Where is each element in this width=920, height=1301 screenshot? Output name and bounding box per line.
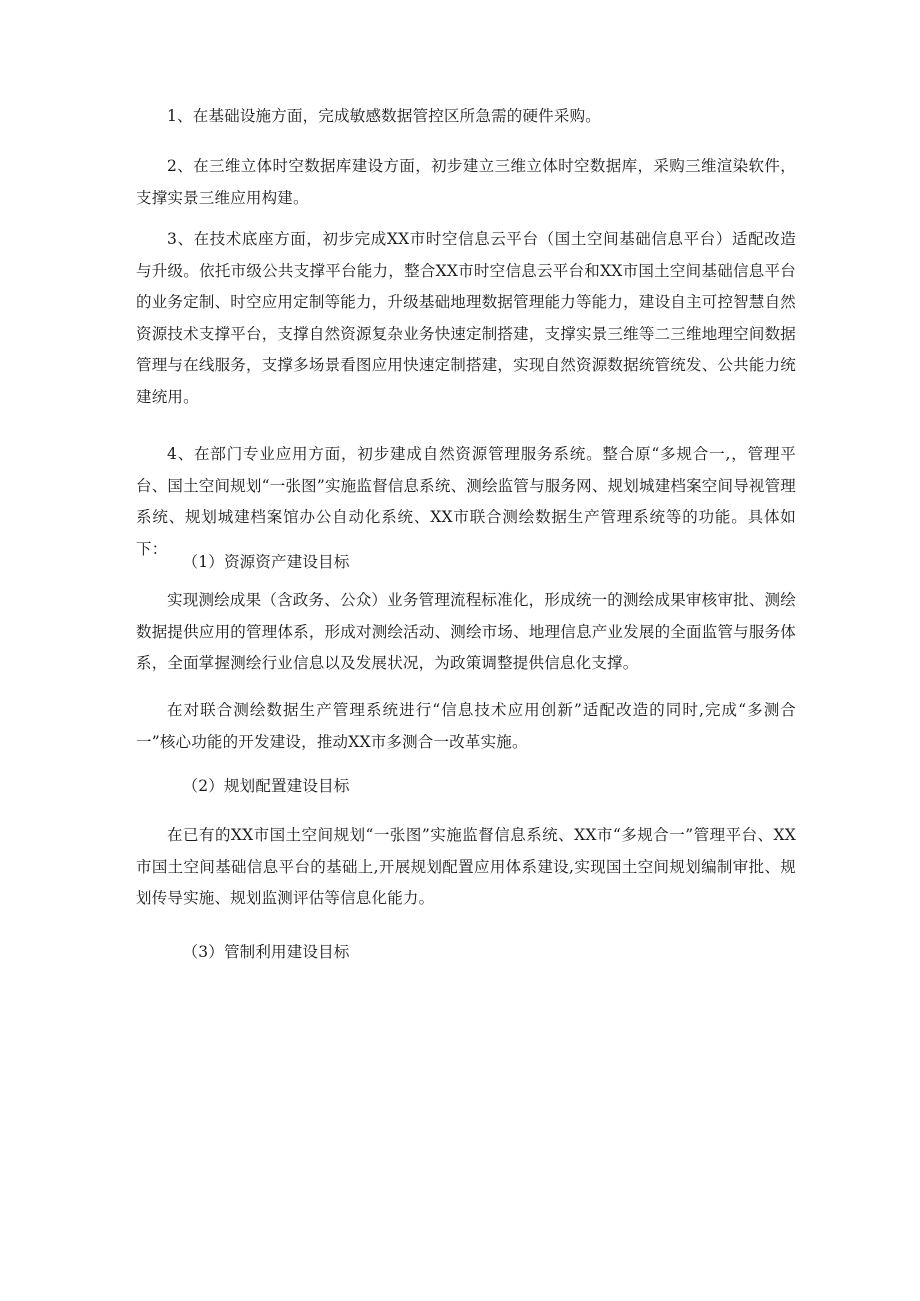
- paragraph-surveying-standardization: 实现测绘成果（含政务、公众）业务管理流程标准化，形成统一的测绘成果审核审批、测绘数据提供应用的管理体系，形成对测绘活动、测绘市场、地理信息产业发展的全面监管与服务体系，全面掌握测绘行业信息以及发展状况，为政策调整提供信息化支撑。: [136, 591, 796, 672]
- paragraph-department-application: 4、在部门专业应用方面，初步建成自然资源管理服务系统。整合原“多规合一,，管理平台、国土空间规划“一张图”实施监督信息系统、测绘监管与服务网、规划城建档案空间导视管理系统、规划城建档案馆办公自动化系统、XX市联合测绘数据生产管理系统等的功能。具体如下：: [136, 445, 796, 558]
- paragraph-planning-system: 在已有的XX市国土空间规划“一张图”实施监督信息系统、XX市“多规合一”管理平台、XX市国土空间基础信息平台的基础上,开展规划配置应用体系建设,实现国土空间规划编制审批、规划传导实施、规划监测评估等信息化能力。: [136, 826, 796, 907]
- paragraph-infrastructure: 1、在基础设施方面，完成敏感数据管控区所急需的硬件采购。: [167, 107, 601, 125]
- heading-control-utilization: （3）管制利用建设目标: [182, 943, 350, 961]
- paragraph-multi-survey: 在对联合测绘数据生产管理系统进行“信息技术应用创新”适配改造的同时,完成“多测合一”核心功能的开发建设，推动XX市多测合一改革实施。: [136, 701, 796, 751]
- paragraph-3d-database: 2、在三维立体时空数据库建设方面，初步建立三维立体时空数据库，采购三维渲染软件，支撑实景三维应用构建。: [136, 157, 796, 207]
- heading-planning-configuration: （2）规划配置建设目标: [182, 777, 350, 795]
- heading-resource-assets: （1）资源资产建设目标: [182, 553, 350, 571]
- paragraph-technical-base: 3、在技术底座方面，初步完成XX市时空信息云平台（国土空间基础信息平台）适配改造与升级。依托市级公共支撑平台能力，整合XX市时空信息云平台和XX市国土空间基础信息平台的业务定制、时空应用定制等能力，升级基础地理数据管理能力等能力，建设自主可控智慧自然资源技术支撑平台，支撑自然资源复杂业务快速定制搭建，支撑实景三维等二三维地理空间数据管理与在线服务，支撑多场景看图应用快速定制搭建，实现自然资源数据统管统发、公共能力统建统用。: [136, 230, 796, 406]
